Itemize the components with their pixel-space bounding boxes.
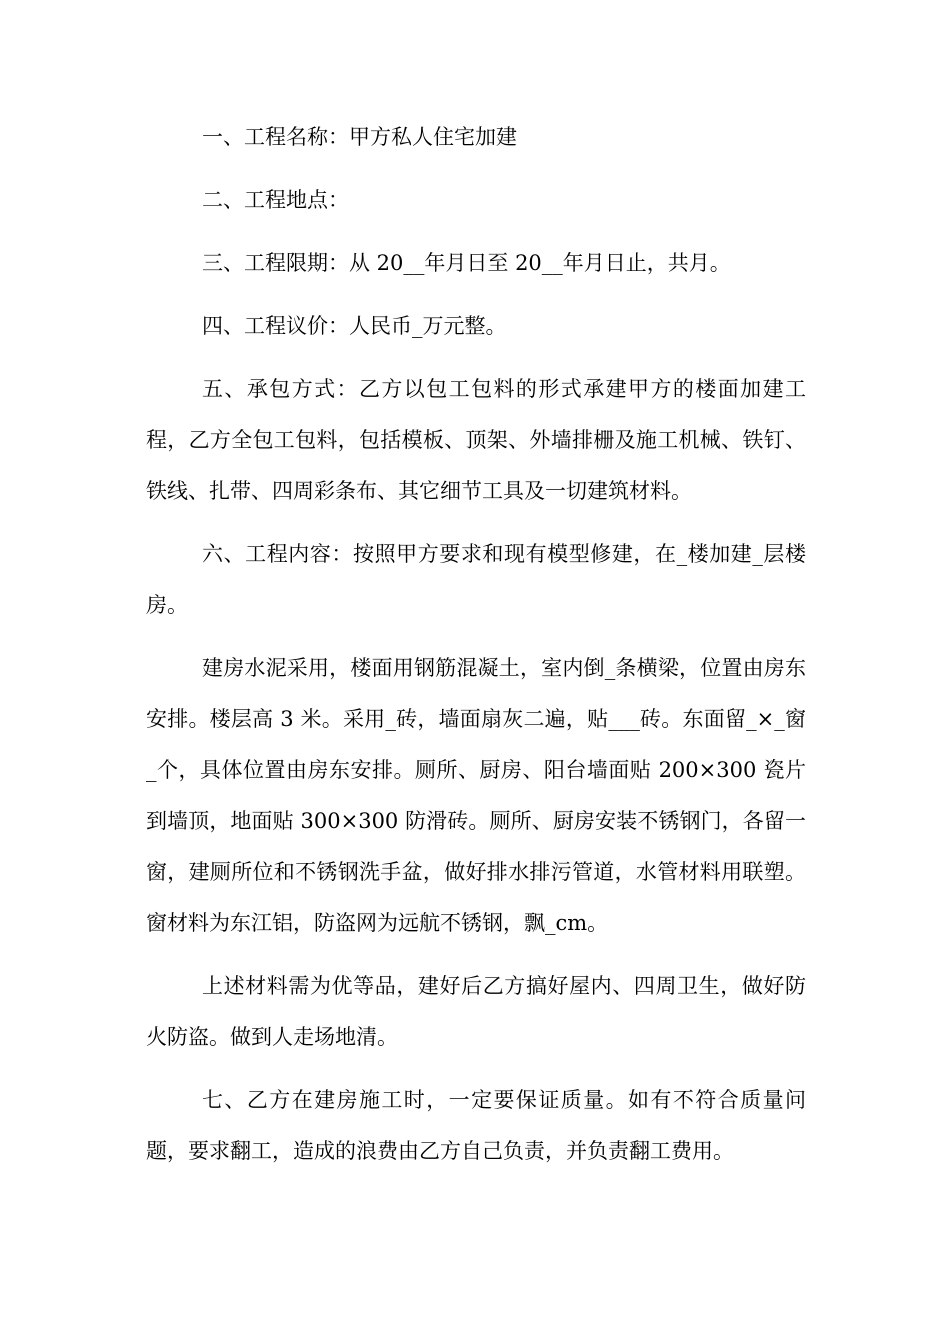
clause-project-price: 四、工程议价：人民币_万元整。: [202, 314, 507, 338]
clause-contract-method: 五、承包方式：乙方以包工包料的形式承建甲方的楼面加建工程，乙方全包工包料，包括模板、顶架、外墙排栅及施工机械、铁钉、铁线、扎带、四周彩条布、其它细节工具及一切建筑材料。: [146, 377, 806, 503]
clause-construction-details: 建房水泥采用，楼面用钢筋混凝土，室内倒_条横梁，位置由房东安排。楼层高 3 米。采用_砖，墙面扇灰二遍，贴___砖。东面留_×_窗_个，具体位置由房东安排。厕所、厨房、阳台墙面贴 200×300 瓷片到墙顶，地面贴 300×300 防滑砖。厕所、厨房安装不锈钢门，各留一窗，建厕所位和不锈钢洗手盆，做好排水排污管道，水管材料用联塑。窗材料为东江铝，防盗网为远航不锈钢，飘_cm。: [146, 656, 806, 935]
clause-project-period: 三、工程限期：从 20__年月日至 20__年月日止，共月。: [202, 251, 731, 275]
clause-quality-guarantee: 七、乙方在建房施工时，一定要保证质量。如有不符合质量问题，要求翻工，造成的浪费由乙方自己负责，并负责翻工费用。: [146, 1088, 806, 1163]
clause-project-name: 一、工程名称：甲方私人住宅加建: [202, 125, 517, 149]
clause-material-quality: 上述材料需为优等品，建好后乙方搞好屋内、四周卫生，做好防火防盗。做到人走场地清。: [146, 974, 806, 1049]
document-body: [146, 112, 806, 1189]
clause-project-location: 二、工程地点：: [202, 188, 349, 212]
clause-project-content: 六、工程内容：按照甲方要求和现有模型修建，在_楼加建_层楼房。: [146, 542, 806, 617]
